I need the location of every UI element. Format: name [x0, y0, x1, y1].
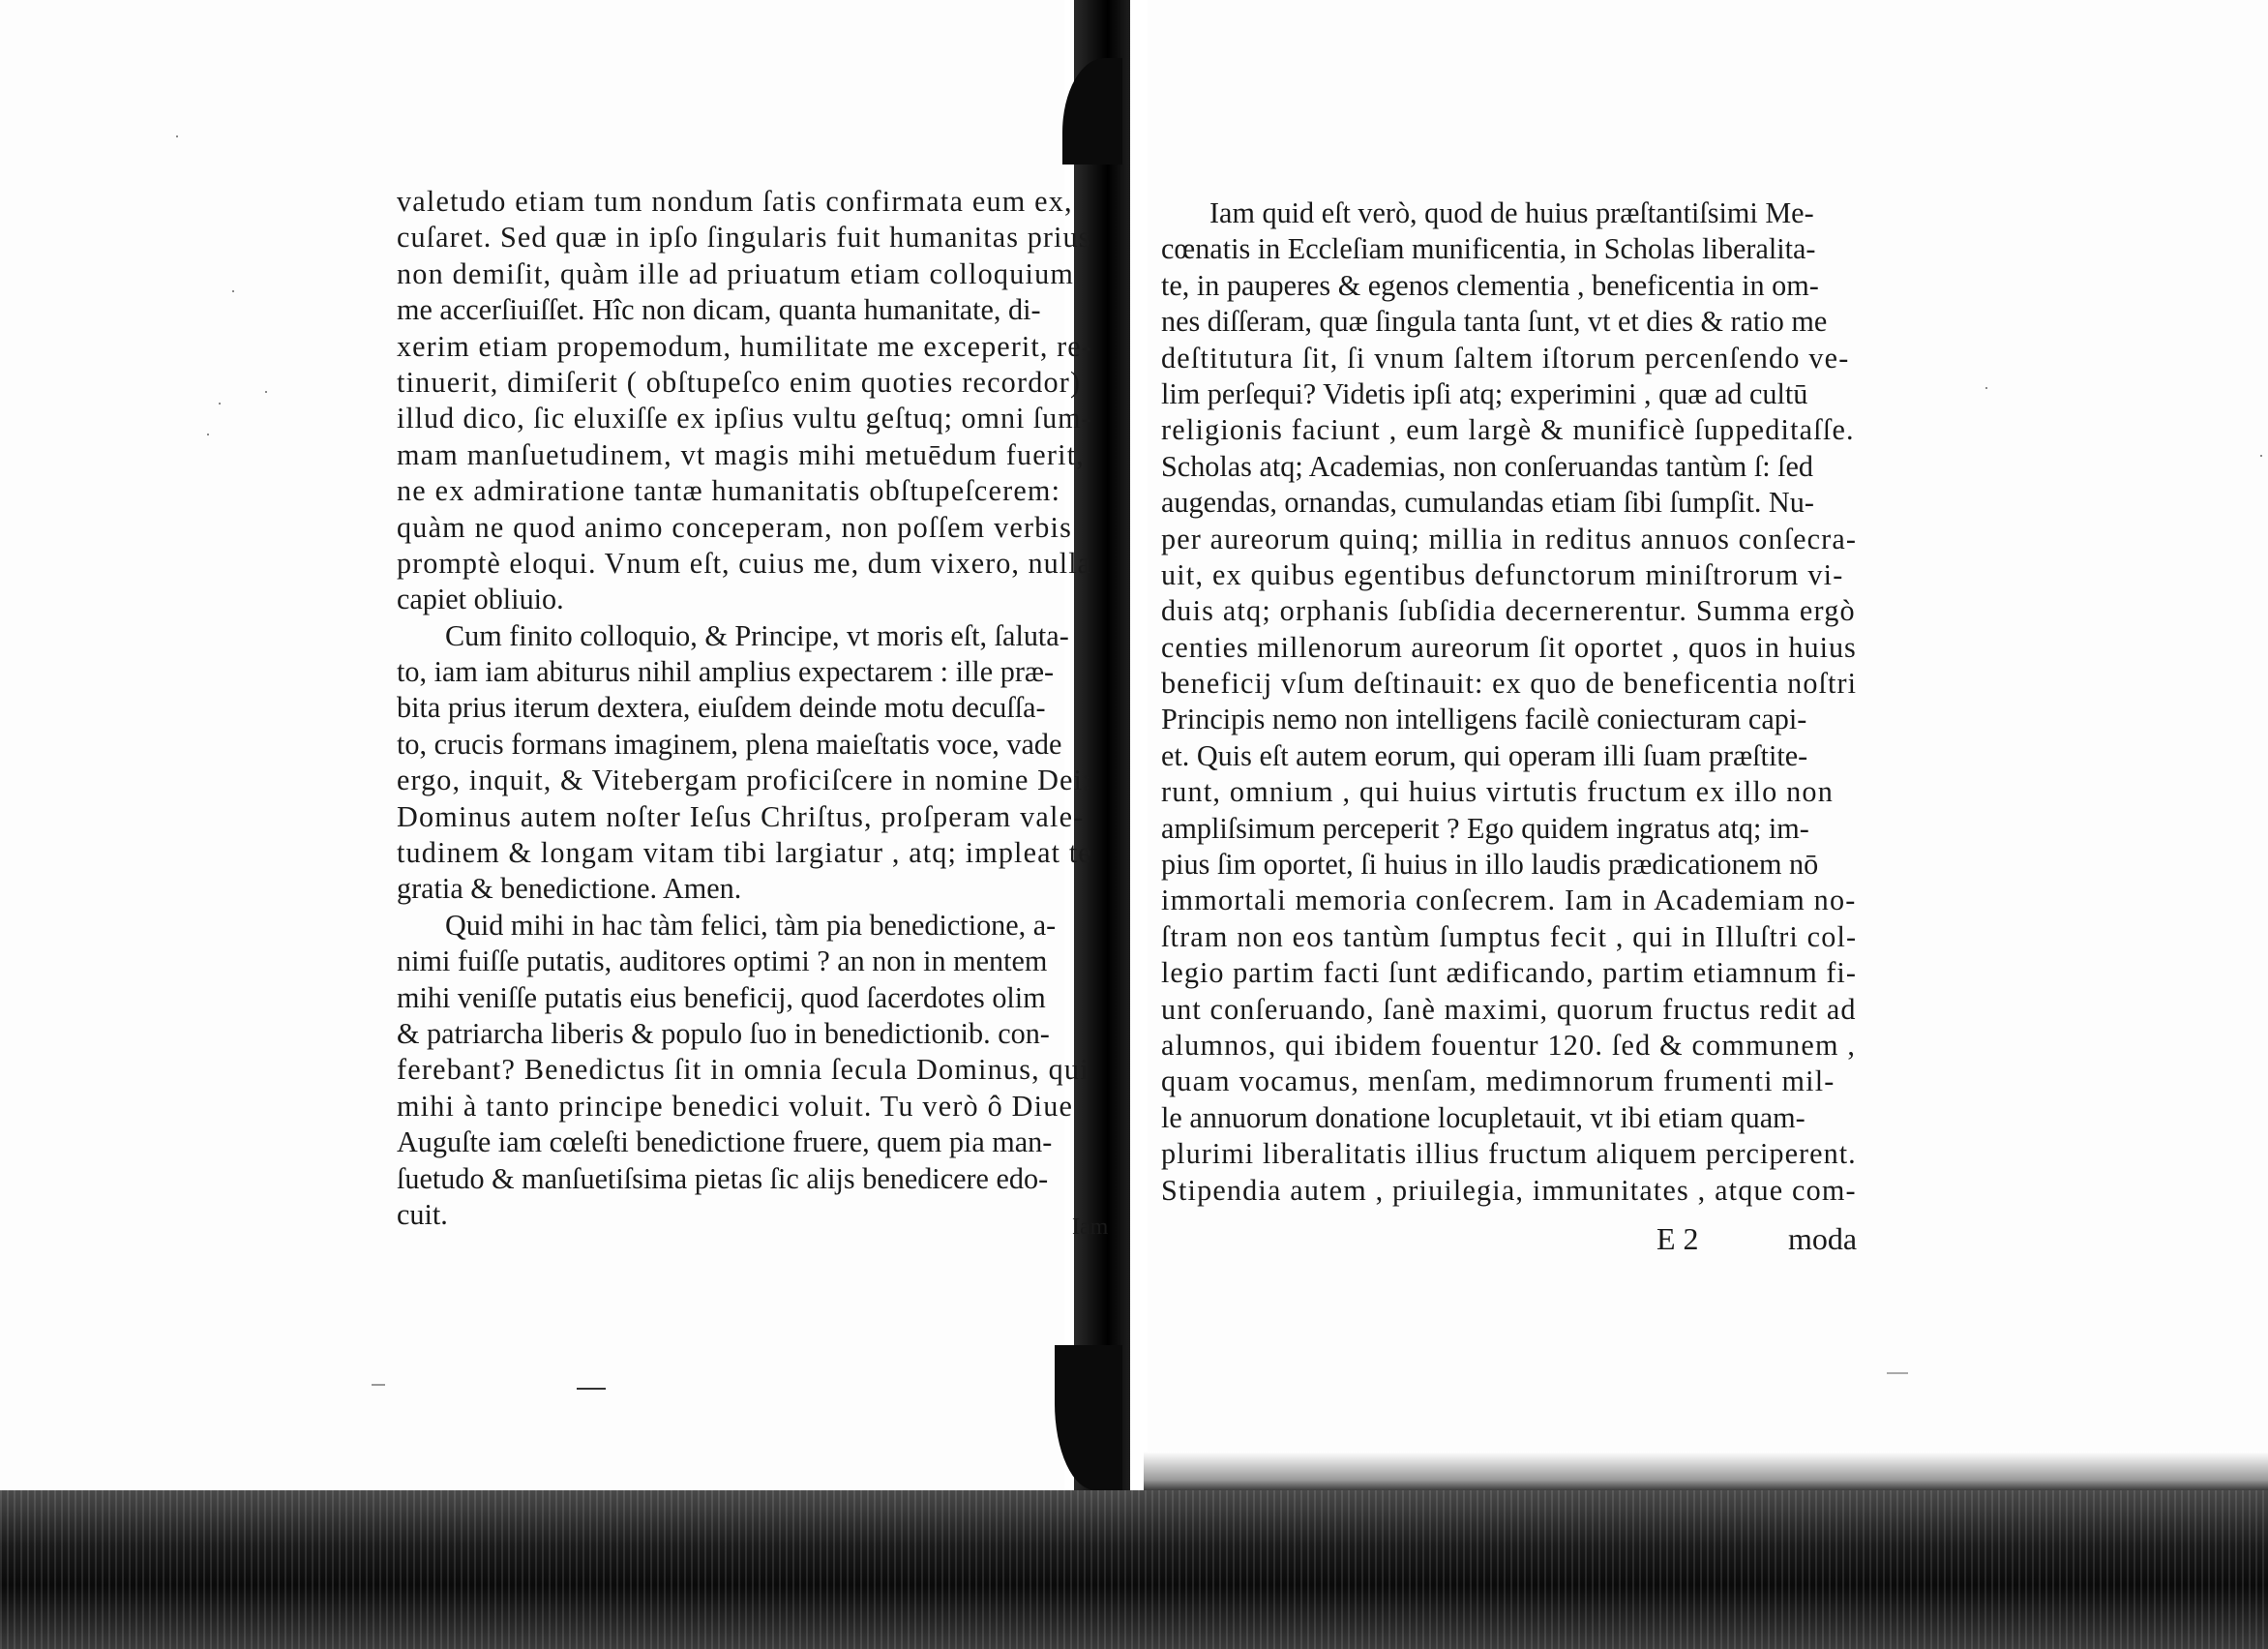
- text-line: ampliſsimum perceperit ? Ego quidem ingratus atq; im-: [1161, 811, 1809, 845]
- text-line: Cum finito colloquio, & Principe, vt moris eſt, ſaluta-: [445, 618, 1069, 652]
- text-line: ſtram non eos tantùm ſumptus fecit , qui in Illuſtri col-: [1161, 919, 1858, 953]
- text-line: ſuetudo & manſuetiſsima pietas ſic alijs benedicere edo-: [397, 1161, 1049, 1195]
- text-line: uit, ex quibus egentibus defunctorum miniſtrorum vi-: [1161, 557, 1844, 591]
- text-line: ergo, inquit, & Vitebergam proficiſcere in nomine Dei:: [397, 764, 1092, 797]
- text-line: quam vocamus, menſam, medimnorum frumenti mil-: [1161, 1064, 1835, 1098]
- text-line: cuſaret. Sed quæ in ipſo ſingularis fuit humanitas prius: [397, 221, 1091, 255]
- text-line: Iam quid eſt verò, quod de huius præſtantiſsimi Me-: [1209, 196, 1814, 229]
- scanner-edge-band: [0, 1490, 2268, 1649]
- text-line: gratia & benedictione. Amen.: [397, 872, 742, 906]
- text-line: capiet obliuio.: [397, 583, 564, 616]
- text-line: nimi fuiſſe putatis, auditores optimi ? an non in mentem: [397, 944, 1048, 978]
- rule-mark: [577, 1388, 606, 1390]
- left-page-text: [397, 184, 1113, 1233]
- scan-speck: [2260, 455, 2262, 457]
- text-line: ne ex admiratione tantæ humanitatis obſtupeſcerem:: [397, 474, 1061, 508]
- text-line: mihi veniſſe putatis eius beneficij, quod ſacerdotes olim: [397, 980, 1046, 1014]
- text-line: immortali memoria conſecrem. Iam in Academiam no-: [1161, 884, 1857, 917]
- page-edge-shadow: [1144, 1452, 2268, 1492]
- text-line: bita prius iterum dextera, eiuſdem deinde motu decuſſa-: [397, 691, 1046, 725]
- text-line: et. Quis eſt autem eorum, qui operam illi ſuam præſtite-: [1161, 738, 1808, 772]
- text-line: lim perſequi? Videtis ipſi atq; experimini , quæ ad cultū: [1161, 376, 1808, 410]
- text-line: ferebant? Benedictus ſit in omnia ſecula Dominus, qui: [397, 1053, 1089, 1087]
- text-line: alumnos, qui ibidem fouentur 120. ſed & communem ,: [1161, 1028, 1857, 1062]
- text-line: & patriarcha liberis & populo ſuo in benedictionib. con-: [397, 1016, 1050, 1050]
- text-line: non demiſit, quàm ille ad priuatum etiam colloquium: [397, 256, 1075, 290]
- text-line: augendas, ornandas, cumulandas etiam ſibi ſumpſit. Nu-: [1161, 486, 1814, 520]
- text-line: me accerſiuiſſet. Hîc non dicam, quanta humanitate, di-: [397, 293, 1041, 327]
- text-line: unt conſeruando, ſanè maximi, quorum fructus redit ad: [1161, 992, 1857, 1026]
- text-line: xerim etiam propemodum, humilitate me exceperit, re-: [397, 329, 1092, 363]
- text-line: promptè eloqui. Vnum eſt, cuius me, dum vixero, nulla: [397, 546, 1092, 580]
- text-line: Principis nemo non intelligens facilè coniecturam capi-: [1161, 703, 1807, 736]
- text-line: mam manſuetudinem, vt magis mihi metuēdum fuerit,: [397, 437, 1086, 471]
- text-line: beneficij vſum deſtinauit: ex quo de beneficentia noſtri: [1161, 667, 1858, 701]
- scan-speck: [207, 434, 209, 435]
- text-line: nes diſſeram, quæ ſingula tanta ſunt, vt et dies & ratio me: [1161, 305, 1828, 339]
- text-line: te, in pauperes & egenos clementia , beneficentia in om-: [1161, 268, 1819, 302]
- text-line: runt, omnium , qui huius virtutis fructum ex illo non: [1161, 775, 1834, 809]
- left-catchword: Iam: [1072, 1214, 1109, 1240]
- text-line: centies millenorum aureorum ſit oportet , quos in huius: [1161, 630, 1857, 664]
- rule-mark: [372, 1384, 385, 1386]
- scan-speck: [1985, 387, 1987, 389]
- text-line: duis atq; orphanis ſubſidia decernerentur. Summa ergò: [1161, 594, 1856, 628]
- text-line: Dominus autem noſter Ieſus Chriſtus, proſperam vale-: [397, 799, 1085, 833]
- text-line: cœnatis in Eccleſiam munificentia, in Scholas liberalita-: [1161, 232, 1816, 266]
- scan-speck: [176, 135, 178, 137]
- right-catchword: moda: [1788, 1221, 1858, 1256]
- text-line: deſtitutura ſit, ſi vnum ſaltem iſtorum percenſendo ve-: [1161, 341, 1850, 375]
- text-line: valetudo etiam tum nondum ſatis confirmata eum ex,: [397, 185, 1073, 218]
- signature-mark: E 2: [1656, 1221, 1699, 1256]
- text-line: Auguſte iam cœleſti benedictione fruere, quem pia man-: [397, 1125, 1053, 1159]
- text-line: Scholas atq; Academias, non conſeruandas tantùm ſ: ſed: [1161, 449, 1814, 483]
- text-line: pius ſim oportet, ſi huius in illo laudis prædicationem nō: [1161, 848, 1819, 882]
- text-line: illud dico, ſic eluxiſſe ex ipſius vultu geſtuq; omni ſum-: [397, 402, 1092, 435]
- scan-speck: [265, 391, 267, 393]
- text-line: Stipendia autem , priuilegia, immunitates , atque com-: [1161, 1173, 1857, 1207]
- right-page-text: [1161, 195, 1877, 1209]
- text-line: to, iam iam abiturus nihil amplius expectarem : ille præ-: [397, 655, 1055, 689]
- text-line: plurimi liberalitatis illius fructum aliquem perciperent.: [1161, 1137, 1857, 1171]
- text-line: per aureorum quinq; millia in reditus annuos conſecra-: [1161, 522, 1858, 555]
- text-line: Quid mihi in hac tàm felici, tàm pia benedictione, a-: [445, 908, 1057, 942]
- text-line: to, crucis formans imaginem, plena maieſtatis voce, vade: [397, 727, 1062, 761]
- text-line: legio partim facti ſunt ædificando, partim etiamnum fi-: [1161, 956, 1857, 990]
- text-line: mihi à tanto principe benedici voluit. Tu verò ô Diue: [397, 1089, 1074, 1123]
- rule-mark: [1887, 1372, 1908, 1374]
- text-line: religionis faciunt , eum largè & munificè ſuppeditaſſe.: [1161, 413, 1855, 447]
- scan-speck: [219, 403, 221, 405]
- text-line: tinuerit, dimiſerit ( obſtupeſco enim quoties recordor): [397, 365, 1082, 399]
- text-line: le annuorum donatione locupletauit, vt ibi etiam quam-: [1161, 1100, 1805, 1134]
- text-line: tudinem & longam vitam tibi largiatur , atq; impleat te: [397, 836, 1092, 870]
- text-line: cuit.: [397, 1197, 448, 1231]
- scan-speck: [232, 290, 234, 292]
- text-line: quàm ne quod animo conceperam, non poſſem verbis: [397, 510, 1073, 544]
